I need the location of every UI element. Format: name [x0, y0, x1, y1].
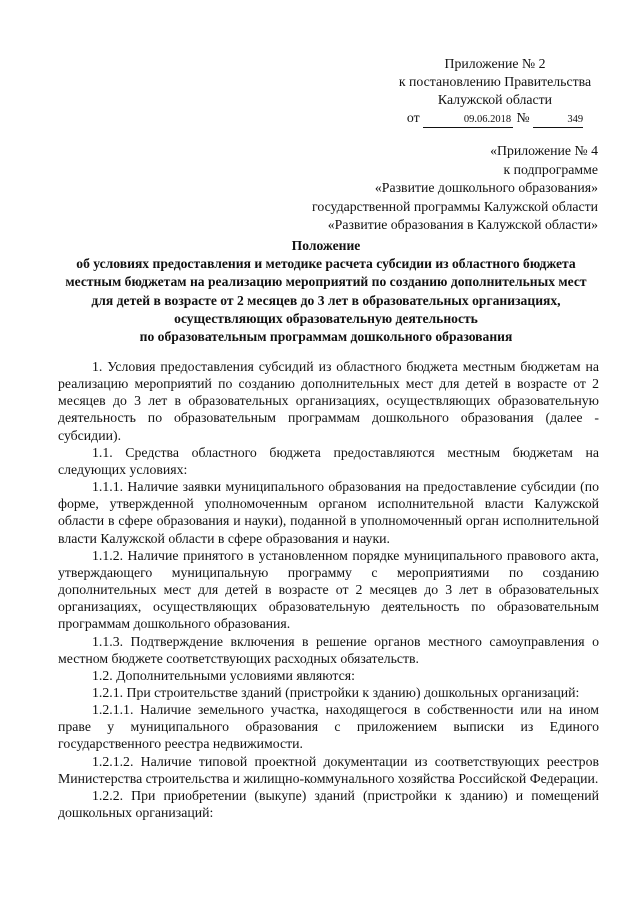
paragraph-1-1-1: 1.1.1. Наличие заявки муниципального образования на предоставление субсидии (по форме, утвержденной уполномоченным органом исполнительной власти Калужской области в сфере образования и науки), поданной в уполномоченный орган исполнительной власти Калужской области в сфере образования и науки. — [58, 479, 599, 546]
title-heading: Положение — [291, 238, 361, 253]
appendix-4-subprogram-ref: к подпрограмме — [503, 161, 598, 177]
paragraph-1-2-2: 1.2.2. При приобретении (выкупе) зданий (пристройки к зданию) и помещений дошкольных организаций: — [58, 787, 599, 821]
paragraph-1-1: 1.1. Средства областного бюджета предоставляются местным бюджетам на следующих условиях: — [58, 444, 599, 477]
appendix-4-state-program: государственной программы Калужской области — [312, 198, 598, 214]
appendix-2-resolution: к постановлению Правительства — [398, 74, 592, 89]
date-value: 09.06.2018 — [423, 113, 513, 128]
document-title — [48, 237, 604, 346]
paragraph-1-1-3: 1.1.3. Подтверждение включения в решение органов местного самоуправления о местном бюджете соответствующих расходных обязательств. — [58, 633, 599, 666]
title-line-5: осуществляющих образовательную деятельность — [174, 310, 478, 326]
appendix-2-title: Приложение № 2 — [444, 56, 546, 71]
appendix-4-header — [312, 142, 598, 235]
appendix-4-program-name: «Развитие образования в Калужской области» — [327, 217, 598, 232]
appendix-4-title: «Приложение № 4 — [490, 143, 598, 158]
paragraph-1-2-1-2: 1.2.1.2. Наличие типовой проектной документации из соответствующих реестров Министерства строительства и жилищно-коммунального хозяйства Российской Федерации. — [58, 753, 599, 786]
title-line-6: по образовательным программам дошкольного образования — [139, 329, 513, 345]
number-value: 349 — [533, 113, 583, 128]
from-label: от — [406, 110, 420, 125]
title-line-3: местным бюджетам на реализацию мероприятий по созданию дополнительных мест — [65, 274, 587, 290]
title-line-4: для детей в возрасте от 2 месяцев до 3 лет в образовательных организациях, — [91, 292, 561, 308]
paragraph-1: 1. Условия предоставления субсидий из областного бюджета местным бюджетам на реализацию мероприятий по созданию дополнительных мест для детей в возрасте от 2 месяцев до 3 лет в образовательных организациях, осуществляющих образовательную деятельность по образовательным программам дошкольного образования (далее - субсидии). — [58, 359, 599, 443]
appendix-2-date-line — [380, 109, 610, 128]
appendix-2-header — [380, 55, 610, 128]
number-label: № — [516, 110, 530, 125]
title-line-2: об условиях предоставления и методике расчета субсидии из областного бюджета — [76, 256, 576, 272]
appendix-2-region: Калужской области — [437, 92, 553, 107]
paragraph-1-2-1: 1.2.1. При строительстве зданий (пристройки к зданию) дошкольных организаций: — [92, 684, 580, 700]
document-body — [58, 358, 599, 821]
paragraph-1-1-2: 1.1.2. Наличие принятого в установленном порядке муниципального правового акта, утверждающего муниципальную программу с мероприятиями по созданию дополнительных мест для детей в возрасте от 2 месяцев до 3 лет в образовательных организациях, осуществляющих образовательную деятельность по образовательным программам дошкольного образования. — [58, 547, 599, 632]
paragraph-1-2: 1.2. Дополнительными условиями являются: — [92, 667, 355, 683]
paragraph-1-2-1-1: 1.2.1.1. Наличие земельного участка, находящегося в собственности или на ином праве у муниципального образования с приложением выписки из Единого государственного реестра недвижимости. — [58, 702, 599, 752]
appendix-4-subprogram-name: «Развитие дошкольного образования» — [374, 180, 598, 195]
